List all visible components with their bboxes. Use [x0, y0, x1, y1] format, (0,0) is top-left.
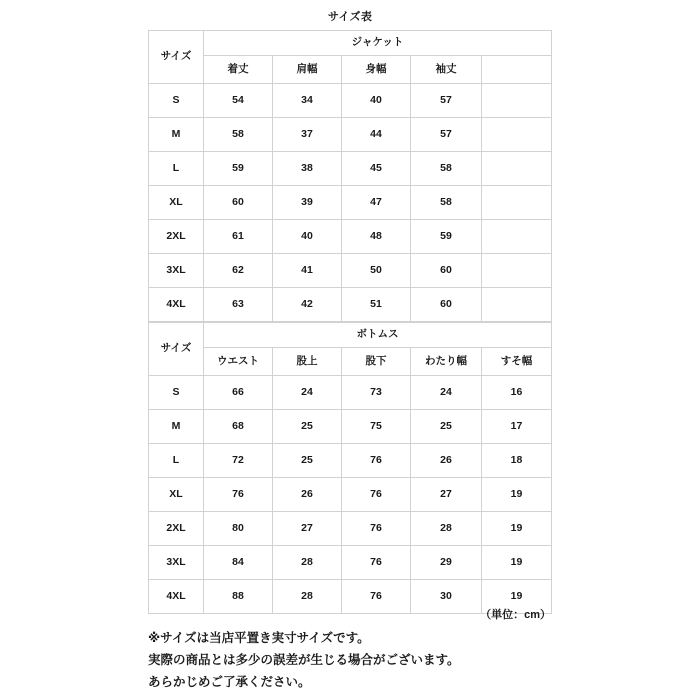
row-cell: 66 — [204, 376, 273, 410]
row-cell: 19 — [482, 478, 552, 512]
row-cell: 60 — [204, 186, 273, 220]
row-cell: 37 — [273, 118, 342, 152]
jacket-subheader-4: 袖丈 — [411, 56, 482, 84]
jacket-size-table — [148, 30, 552, 322]
row-cell: 19 — [482, 546, 552, 580]
table-header-row-group — [149, 31, 552, 56]
row-cell: 51 — [342, 288, 411, 322]
bottoms-subheader-4: わたり幅 — [411, 348, 482, 376]
row-cell: 57 — [411, 84, 482, 118]
row-cell: 25 — [411, 410, 482, 444]
row-cell: 28 — [273, 546, 342, 580]
row-cell: 57 — [411, 118, 482, 152]
row-cell: 54 — [204, 84, 273, 118]
table-row — [149, 288, 552, 322]
table-row — [149, 220, 552, 254]
row-cell: 84 — [204, 546, 273, 580]
row-cell: 88 — [204, 580, 273, 614]
row-cell: 17 — [482, 410, 552, 444]
note-line-3: あらかじめご了承ください。 — [148, 675, 311, 689]
table-row — [149, 410, 552, 444]
row-cell: 24 — [273, 376, 342, 410]
table-row — [149, 478, 552, 512]
row-cell: 75 — [342, 410, 411, 444]
row-cell — [482, 186, 552, 220]
row-cell: 26 — [411, 444, 482, 478]
table-header-row-group — [149, 323, 552, 348]
row-cell: 50 — [342, 254, 411, 288]
row-size-label: L — [149, 152, 204, 186]
table-row — [149, 512, 552, 546]
row-size-label: XL — [149, 186, 204, 220]
row-cell: 59 — [204, 152, 273, 186]
row-cell: 29 — [411, 546, 482, 580]
bottoms-size-table — [148, 322, 552, 614]
row-cell: 62 — [204, 254, 273, 288]
row-cell: 45 — [342, 152, 411, 186]
table-header-row-sub — [149, 348, 552, 376]
row-cell: 60 — [411, 254, 482, 288]
note-line-2: 実際の商品とは多少の誤差が生じる場合がございます。 — [148, 653, 460, 667]
row-size-label: 2XL — [149, 512, 204, 546]
row-cell — [482, 288, 552, 322]
row-cell: 58 — [204, 118, 273, 152]
table-header-row-sub — [149, 56, 552, 84]
row-size-label: 4XL — [149, 288, 204, 322]
row-cell: 76 — [342, 580, 411, 614]
row-cell: 19 — [482, 580, 552, 614]
jacket-subheader-1: 着丈 — [204, 56, 273, 84]
row-cell — [482, 118, 552, 152]
table-row — [149, 546, 552, 580]
jacket-subheader-2: 肩幅 — [273, 56, 342, 84]
row-cell: 63 — [204, 288, 273, 322]
row-cell: 59 — [411, 220, 482, 254]
row-cell: 58 — [411, 186, 482, 220]
bottoms-subheader-5: すそ幅 — [482, 348, 552, 376]
row-size-label: 3XL — [149, 546, 204, 580]
disclaimer-notes — [148, 627, 648, 693]
bottoms-group-header: ボトムス — [204, 323, 552, 348]
row-cell: 60 — [411, 288, 482, 322]
row-cell: 44 — [342, 118, 411, 152]
row-size-label: 3XL — [149, 254, 204, 288]
table-row — [149, 444, 552, 478]
unit-note: （単位：cm） — [480, 609, 551, 621]
table-row — [149, 376, 552, 410]
row-cell: 38 — [273, 152, 342, 186]
row-cell: 19 — [482, 512, 552, 546]
row-cell: 27 — [411, 478, 482, 512]
page-title: サイズ表 — [327, 11, 373, 23]
row-cell: 48 — [342, 220, 411, 254]
row-cell: 73 — [342, 376, 411, 410]
row-cell: 25 — [273, 444, 342, 478]
table-row — [149, 186, 552, 220]
row-size-label: 2XL — [149, 220, 204, 254]
row-cell: 76 — [342, 444, 411, 478]
row-cell — [482, 220, 552, 254]
row-cell — [482, 254, 552, 288]
row-cell: 58 — [411, 152, 482, 186]
row-cell: 72 — [204, 444, 273, 478]
row-cell: 24 — [411, 376, 482, 410]
jacket-size-column-header: サイズ — [149, 31, 204, 84]
row-size-label: S — [149, 376, 204, 410]
row-cell: 42 — [273, 288, 342, 322]
row-cell: 30 — [411, 580, 482, 614]
table-row — [149, 84, 552, 118]
table-row — [149, 152, 552, 186]
row-cell: 28 — [411, 512, 482, 546]
row-size-label: L — [149, 444, 204, 478]
row-cell: 25 — [273, 410, 342, 444]
row-cell: 26 — [273, 478, 342, 512]
row-cell: 40 — [273, 220, 342, 254]
row-cell: 34 — [273, 84, 342, 118]
bottoms-subheader-2: 股上 — [273, 348, 342, 376]
row-size-label: 4XL — [149, 580, 204, 614]
bottoms-subheader-1: ウエスト — [204, 348, 273, 376]
row-cell: 47 — [342, 186, 411, 220]
row-size-label: M — [149, 118, 204, 152]
row-cell — [482, 152, 552, 186]
jacket-subheader-5 — [482, 56, 552, 84]
row-cell: 18 — [482, 444, 552, 478]
row-cell: 76 — [204, 478, 273, 512]
jacket-subheader-3: 身幅 — [342, 56, 411, 84]
bottoms-subheader-3: 股下 — [342, 348, 411, 376]
table-row — [149, 118, 552, 152]
row-cell: 68 — [204, 410, 273, 444]
row-cell: 27 — [273, 512, 342, 546]
row-cell: 28 — [273, 580, 342, 614]
row-cell — [482, 84, 552, 118]
row-cell: 40 — [342, 84, 411, 118]
table-row — [149, 254, 552, 288]
row-size-label: XL — [149, 478, 204, 512]
row-size-label: M — [149, 410, 204, 444]
row-cell: 39 — [273, 186, 342, 220]
bottoms-size-column-header: サイズ — [149, 323, 204, 376]
row-size-label: S — [149, 84, 204, 118]
note-line-1: ※サイズは当店平置き実寸サイズです。 — [148, 631, 370, 645]
row-cell: 41 — [273, 254, 342, 288]
row-cell: 61 — [204, 220, 273, 254]
row-cell: 80 — [204, 512, 273, 546]
row-cell: 16 — [482, 376, 552, 410]
row-cell: 76 — [342, 546, 411, 580]
row-cell: 76 — [342, 512, 411, 546]
row-cell: 76 — [342, 478, 411, 512]
jacket-group-header: ジャケット — [204, 31, 552, 56]
